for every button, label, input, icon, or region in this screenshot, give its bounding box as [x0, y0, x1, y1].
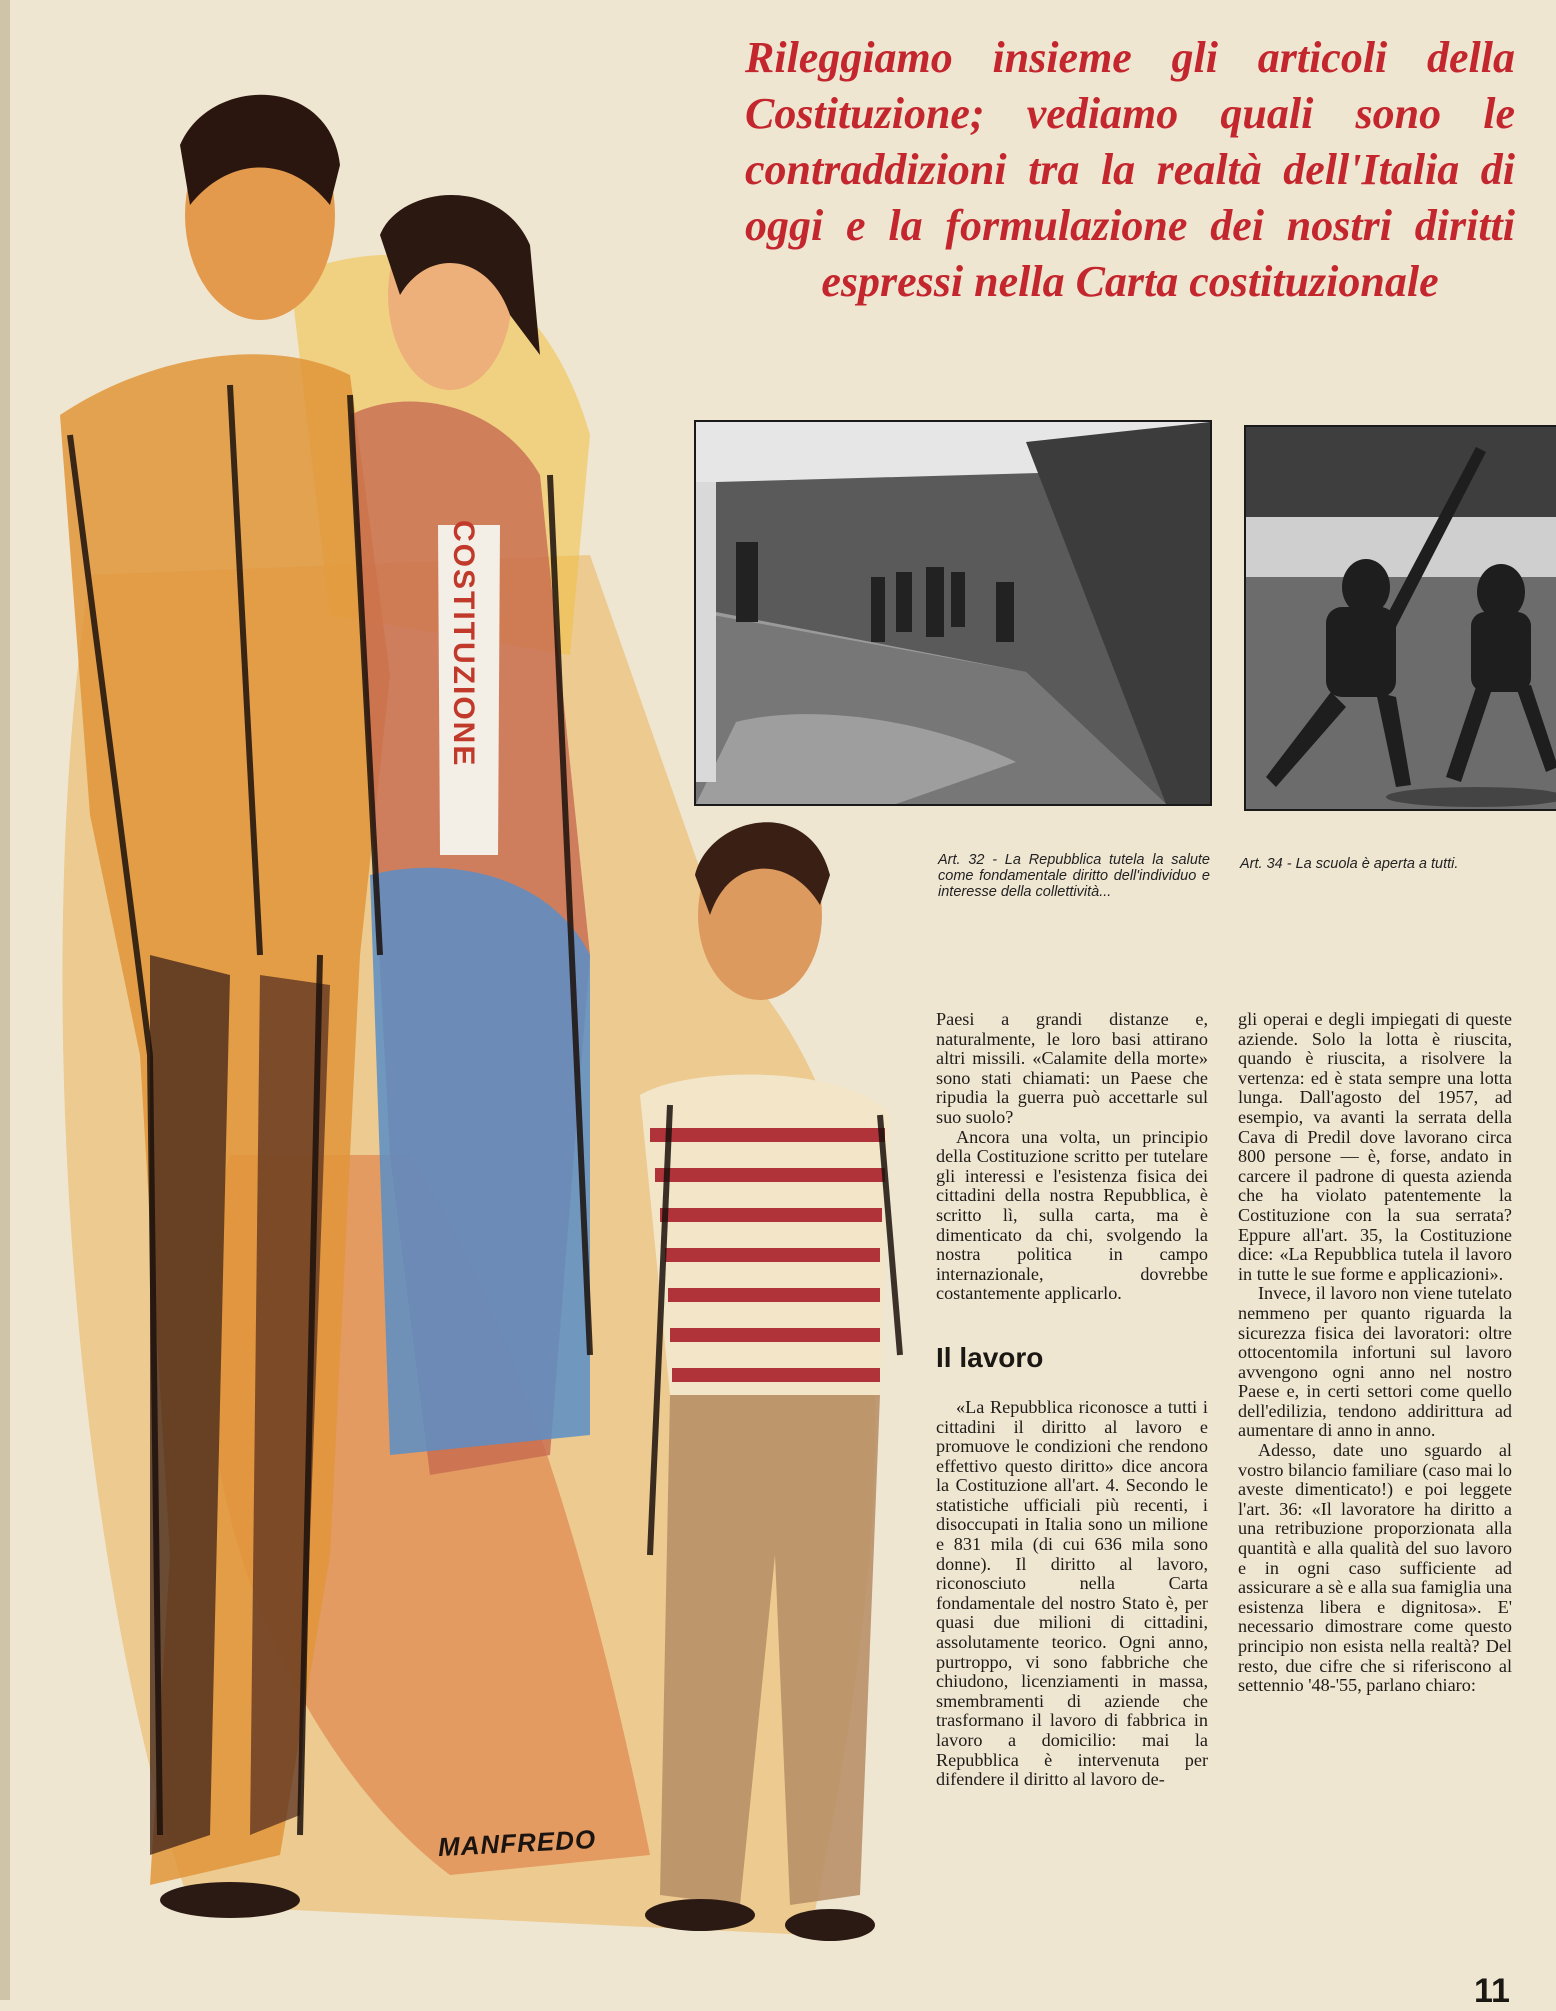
section-heading-il-lavoro: Il lavoro	[936, 1341, 1044, 1373]
paragraph: Paesi a grandi distanze e, naturalmente, le loro basi attirano altri missili. «Calamite della morte» sono stati chiamati: un Paese che ripudia la guerra può accettarle sul suo suolo?	[936, 1009, 1208, 1127]
paragraph: Invece, il lavoro non viene tutelato nemmeno per quanto riguarda la sicurezza fisica dei lavoratori: oltre ottocentomila infortuni sul lavoro avvengono ogni anno nel nostro Paese e, in certi settori come quello dell'edilizia, tendono addirittura ad aumentare di anno in anno.	[1238, 1283, 1512, 1441]
caption-art-34: Art. 34 - La scuola è aperta a tutti.	[1240, 856, 1459, 872]
banner-text: COSTITUZIONE	[447, 520, 480, 768]
paragraph: Adesso, date uno sguardo al vostro bilancio familiare (caso mai lo aveste dimenticato!) e poi leggete l'art. 36: «Il lavoratore ha diritto a una retribuzione proporzionata alla quantità e alla qualità del suo lavoro e in ogni caso sufficiente ad assicurare a sè e alla sua famiglia una esistenza libera e dignitosa». E' necessario dimostrare come questo principio non esista nella realtà? Del resto, due cifre che si riferiscono al settennio '48-'55, parlano chiaro:	[1238, 1440, 1512, 1696]
paragraph: gli operai e degli impiegati di queste aziende. Solo la lotta è riuscita, quando è riuscita, a risolvere la vertenza: ed è stata sempre una lotta lunga. Dall'agosto del 1957, ad esempio, va avanti la serrata della Cava di Predil dove lavorano circa 800 persone — è, forse, andato in carcere il padrone di questa azienda che ha violato patentemente la Costituzione con la sua serrata? Eppure all'art. 35, la Costituzione dice: «La Repubblica tutela il lavoro in tutte le sue forme e applicazioni».	[1238, 1009, 1512, 1284]
page-number: 11	[1474, 1972, 1510, 2010]
headline: Rileggiamo insieme gli articoli della Costituzione; vediamo quali sono le contraddizioni tra la realtà dell'Italia di oggi e la formulazione dei nostri diritti espressi nella Carta costituzionale	[745, 33, 1515, 306]
photo-alley-children	[694, 420, 1212, 806]
photo-boys-playing	[1244, 425, 1556, 811]
article-column-1	[936, 1010, 1208, 1790]
article-column-2	[1238, 1010, 1512, 1696]
artist-signature: MANFREDO	[437, 1823, 597, 1863]
caption-art-32: Art. 32 - La Repubblica tutela la salute come fondamentale diritto dell'individuo e interesse della collettività...	[938, 852, 1210, 900]
family-illustration	[30, 55, 910, 1955]
page-edge	[0, 0, 10, 2000]
paragraph: «La Repubblica riconosce a tutti i cittadini il diritto al lavoro e promuove le condizioni che rendono effettivo questo diritto» dice ancora la Costituzione all'art. 4. Secondo le statistiche ufficiali più recenti, i disoccupati in Italia sono un milione e 831 mila (di cui 636 mila sono donne). Il diritto al lavoro, riconosciuto nella Carta fondamentale del nostro Stato è, per quasi due milioni di cittadini, assolutamente teorico. Ogni anno, purtroppo, vi sono fabbriche che chiudono, licenziamenti in massa, smembramenti di aziende che trasformano il lavoro di fabbrica in lavoro a domicilio: mai la Repubblica è intervenuta per difendere il diritto al lavoro de-	[936, 1396, 1208, 1790]
paragraph: Ancora una volta, un principio della Costituzione scritto per tutelare gli interessi e l'esistenza fisica dei cittadini della nostra Repubblica, è scritto lì, sulla carta, ma è dimenticato da chi, svolgendo la nostra politica in campo internazionale, dovrebbe costantemente applicarlo.	[936, 1126, 1208, 1304]
